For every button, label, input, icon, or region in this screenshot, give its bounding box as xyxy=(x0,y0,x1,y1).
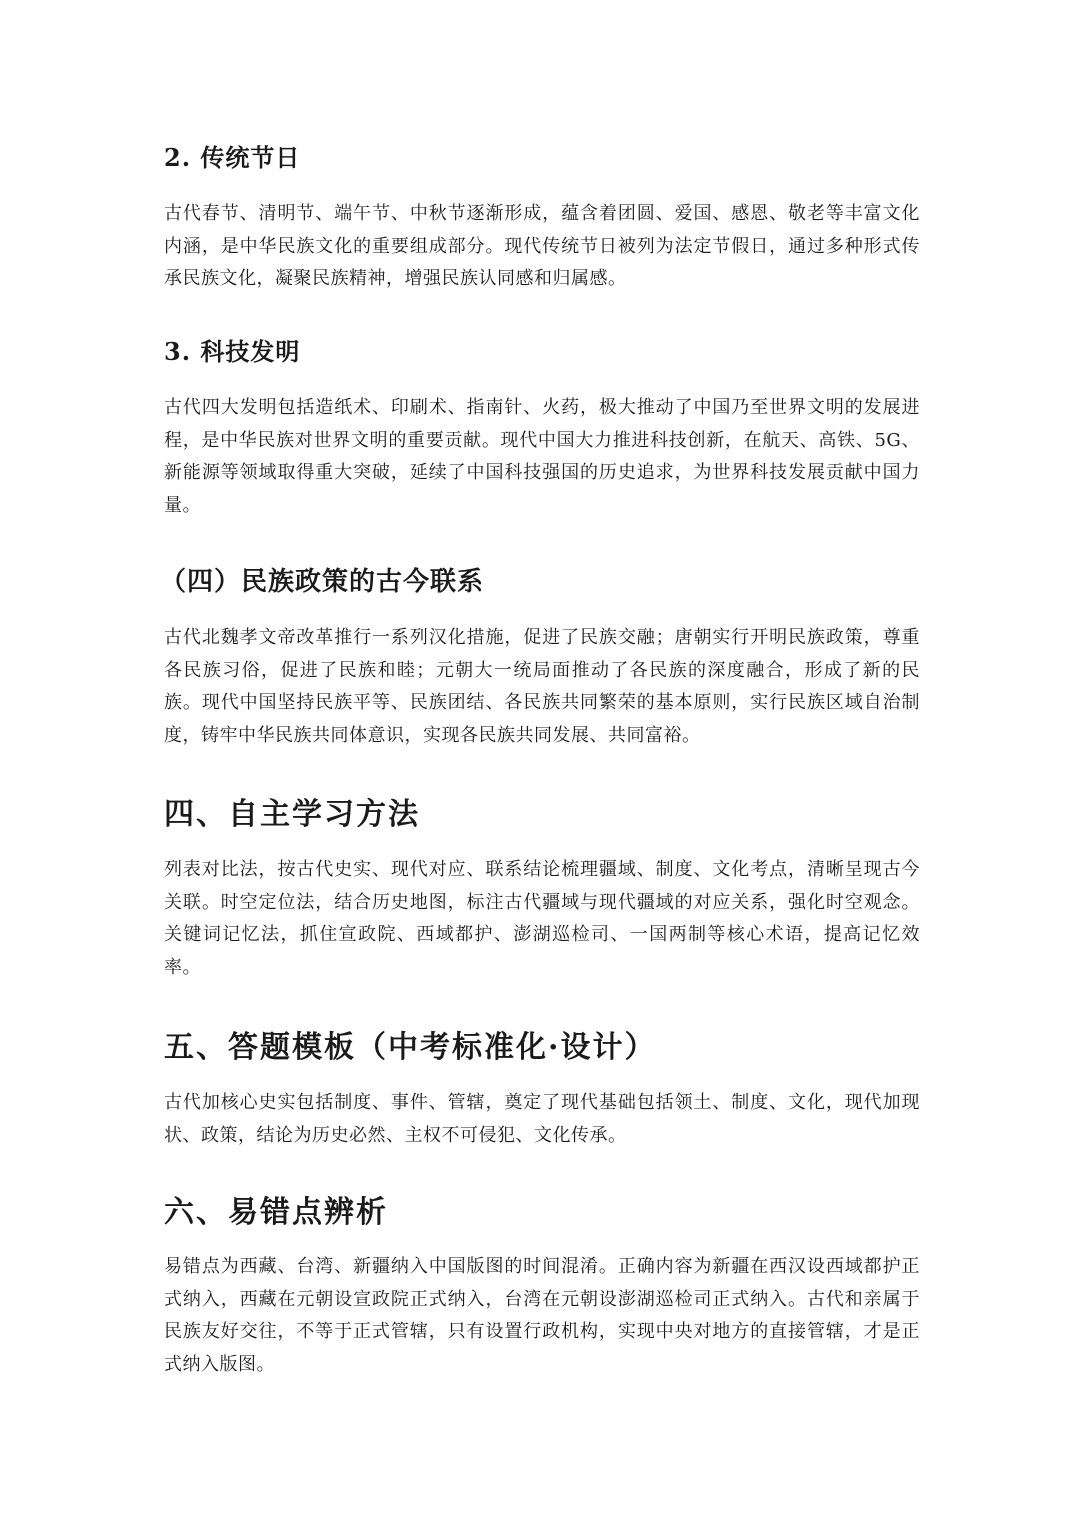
section-tech-inventions xyxy=(164,335,920,369)
chapter-heading: 五、答题模板（中考标准化·设计） xyxy=(164,1030,657,1065)
paragraph: 古代春节、清明节、端午节、中秋节逐渐形成，蕴含着团圆、爱国、感恩、敬老等丰富文化内涵，是中华民族文化的重要组成部分。现代传统节日被列为法定节假日，通过多种形式传承民族文化，凝聚民族精神，增强民族认同感和归属感。 xyxy=(164,203,920,289)
paragraph: 列表对比法，按古代史实、现代对应、联系结论梳理疆域、制度、文化考点，清晰呈现古今关联。时空定位法，结合历史地图，标注古代疆域与现代疆域的对应关系，强化时空观念。关键词记忆法，抓住宣政院、西域都护、澎湖巡检司、一国两制等核心术语，提高记忆效率。 xyxy=(164,859,920,978)
section-heading: 2. 传统节日 xyxy=(164,143,301,172)
section-answer-template-body xyxy=(164,1087,920,1152)
section-heading: （四）民族政策的古今联系 xyxy=(160,567,485,597)
paragraph: 古代加核心史实包括制度、事件、管辖，奠定了现代基础包括领土、制度、文化，现代加现状、政策，结论为历史必然、主权不可侵犯、文化传承。 xyxy=(164,1092,920,1146)
section-traditional-festivals-body xyxy=(164,198,920,296)
paragraph: 古代四大发明包括造纸术、印刷术、指南针、火药，极大推动了中国乃至世界文明的发展进程，是中华民族对世界文明的重要贡献。现代中国大力推进科技创新，在航天、高铁、5G、新能源等领域取得重大突破，延续了中国科技强国的历史追求，为世界科技发展贡献中国力量。 xyxy=(164,397,920,516)
section-study-methods xyxy=(164,794,920,836)
chapter-heading: 六、易错点辨析 xyxy=(164,1195,388,1230)
section-answer-template xyxy=(164,1027,920,1069)
section-study-methods-body xyxy=(164,854,920,984)
section-ethnic-policy-body xyxy=(164,622,920,752)
chapter-heading: 四、自主学习方法 xyxy=(164,797,420,832)
paragraph: 古代北魏孝文帝改革推行一系列汉化措施，促进了民族交融；唐朝实行开明民族政策，尊重各民族习俗，促进了民族和睦；元朝大一统局面推动了各民族的深度融合，形成了新的民族。现代中国坚持民族平等、民族团结、各民族共同繁荣的基本原则，实行民族区域自治制度，铸牢中华民族共同体意识，实现各民族共同发展、共同富裕。 xyxy=(164,627,920,746)
section-error-analysis-body xyxy=(164,1251,920,1381)
section-error-analysis xyxy=(164,1192,920,1234)
section-heading: 3. 科技发明 xyxy=(164,337,301,366)
paragraph: 易错点为西藏、台湾、新疆纳入中国版图的时间混淆。正确内容为新疆在西汉设西域都护正式纳入，西藏在元朝设宣政院正式纳入，台湾在元朝设澎湖巡检司正式纳入。古代和亲属于民族友好交往，不等于正式管辖，只有设置行政机构，实现中央对地方的直接管辖，才是正式纳入版图。 xyxy=(164,1256,920,1375)
section-traditional-festivals xyxy=(164,141,920,175)
section-tech-inventions-body xyxy=(164,392,920,522)
section-ethnic-policy xyxy=(160,563,920,601)
